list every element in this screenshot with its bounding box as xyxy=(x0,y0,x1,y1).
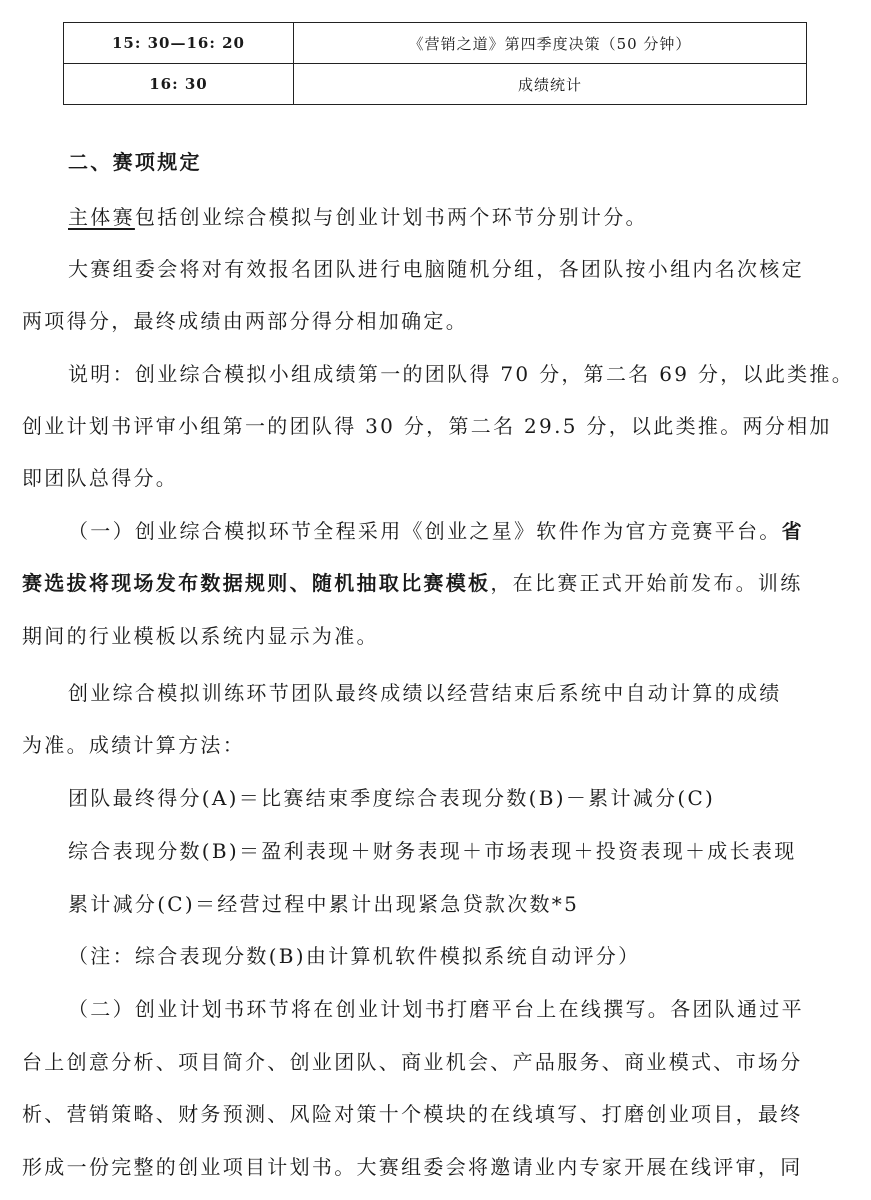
table-row xyxy=(64,23,807,64)
content-cell: 《营销之道》第四季度决策（50 分钟） xyxy=(294,23,807,64)
sim-line-3: 期间的行业模板以系统内显示为准。 xyxy=(22,624,379,648)
grouping-line-1: 大赛组委会将对有效报名团队进行电脑随机分组，各团队按小组内名次核定 xyxy=(68,257,804,281)
intro-text: 包括创业综合模拟与创业计划书两个环节分别计分。 xyxy=(134,205,648,229)
explain-line-1: 说明：创业综合模拟小组成绩第一的团队得 70 分，第二名 69 分，以此类推。 xyxy=(68,362,855,386)
explain-line-3: 即团队总得分。 xyxy=(22,466,179,490)
plan-line-4: 形成一份完整的创业项目计划书。大赛组委会将邀请业内专家开展在线评审，同 xyxy=(22,1155,803,1179)
formula-composite-score: 综合表现分数(B)＝盈利表现＋财务表现＋市场表现＋投资表现＋成长表现 xyxy=(68,839,797,863)
plan-line-1: （二）创业计划书环节将在创业计划书打磨平台上在线撰写。各团队通过平 xyxy=(68,997,804,1021)
sim-line-1 xyxy=(68,521,804,541)
plan-line-3: 析、营销策略、财务预测、风险对策十个模块的在线填写、打磨创业项目，最终 xyxy=(22,1102,803,1126)
time-cell: 16: 30 xyxy=(64,64,294,105)
score-line-2: 为准。成绩计算方法： xyxy=(22,733,245,757)
formula-final-score: 团队最终得分(A)＝比赛结束季度综合表现分数(B)－累计减分(C) xyxy=(68,786,716,810)
sim-line-2 xyxy=(22,573,803,593)
plan-line-2: 台上创意分析、项目简介、创业团队、商业机会、产品服务、商业模式、市场分 xyxy=(22,1050,803,1074)
formula-note: （注：综合表现分数(B)由计算机软件模拟系统自动评分） xyxy=(68,944,641,968)
content-cell: 成绩统计 xyxy=(294,64,807,105)
underlined-term: 主体赛 xyxy=(68,205,135,229)
schedule-table xyxy=(63,22,807,105)
intro-paragraph xyxy=(68,207,648,227)
table-row xyxy=(64,64,807,105)
score-line-1: 创业综合模拟训练环节团队最终成绩以经营结束后系统中自动计算的成绩 xyxy=(68,681,782,705)
explain-line-2: 创业计划书评审小组第一的团队得 30 分，第二名 29.5 分，以此类推。两分相加 xyxy=(22,414,832,438)
formula-deduction: 累计减分(C)＝经营过程中累计出现紧急贷款次数*5 xyxy=(68,892,580,916)
sim-line-1-text: （一）创业综合模拟环节全程采用《创业之星》软件作为官方竞赛平台。 xyxy=(68,519,782,543)
time-cell: 15: 30—16: 20 xyxy=(64,23,294,64)
section-heading: 二、赛项规定 xyxy=(68,150,202,174)
sim-line-2-text: ，在比赛正式开始前发布。训练 xyxy=(490,571,803,595)
grouping-line-2: 两项得分，最终成绩由两部分得分相加确定。 xyxy=(22,309,468,333)
sim-line-2-bold: 赛选拔将现场发布数据规则、随机抽取比赛模板 xyxy=(22,571,491,595)
sim-line-1-bold: 省 xyxy=(781,519,804,543)
